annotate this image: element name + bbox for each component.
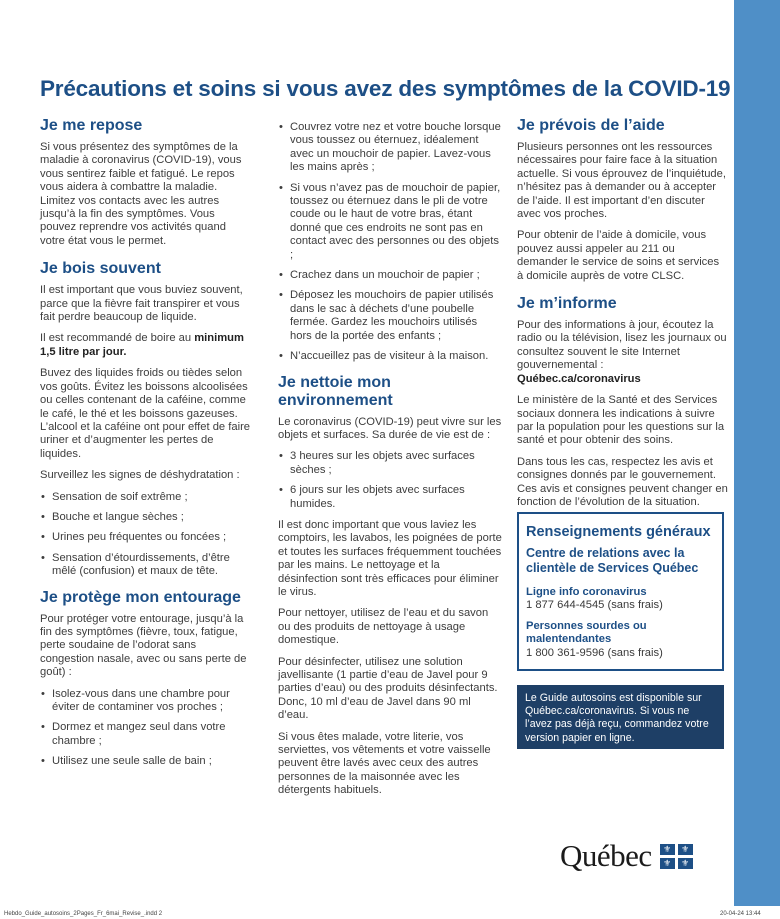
page-title: Précautions et soins si vous avez des symptômes de la COVID-19 xyxy=(40,76,731,101)
paragraph-repose: Si vous présentez des symptômes de la maladie à coronavirus (COVID-19), vous vous sentirez faible et fatigué. Le repos vous aidera à combattre la maladie. Limitez vos contacts avec les autres jusqu’à la fin des symptômes. Vous pouvez reprendre vos activités quand votre état vous le permet. xyxy=(40,141,242,247)
coronavirus-link[interactable]: Québec.ca/coronavirus xyxy=(517,372,641,385)
list-item: • Déposez les mouchoirs de papier utilisés dans le sac à déchets d’une poubelle fermée. Gardez les mouchoirs utilisés hors de la portée des enfants ; xyxy=(278,289,502,343)
heading-repose: Je me repose xyxy=(40,117,143,134)
paragraph-nettoie-1: Le coronavirus (COVID-19) peut vivre sur les objets et surfaces. Sa durée de vie est de : xyxy=(278,415,502,441)
list-item: • Bouche et langue sèches ; xyxy=(40,511,252,524)
heading-aide: Je prévois de l’aide xyxy=(517,117,665,134)
paragraph-nettoie-3: Pour nettoyer, utilisez de l’eau et du savon ou des produits de nettoyage à usage domestique. xyxy=(278,607,489,647)
general-info-box xyxy=(517,512,724,671)
bois-2-bold: minimum 1,5 litre par jour. xyxy=(40,332,244,358)
list-item: • Couvrez votre nez et votre bouche lorsque vous toussez ou éternuez, idéalement avec un mouchoir de papier. Lavez-vous les mains après ; xyxy=(278,121,502,175)
paragraph-informe-2: Le ministère de la Santé et des Services sociaux donnera les indications à suivre par la population pour les questions sur la santé et pour obtenir des soins. xyxy=(517,394,725,447)
fleur-de-lis-icon: ⚜ xyxy=(660,858,675,869)
fleur-de-lis-icon: ⚜ xyxy=(660,844,675,855)
protege-list-continued xyxy=(278,121,502,364)
paragraph-informe-1 xyxy=(517,319,728,386)
duree-list xyxy=(278,450,502,511)
infobox-label-coronavirus-line: Ligne info coronavirus xyxy=(526,586,647,598)
list-item: • Sensation de soif extrême ; xyxy=(40,491,252,504)
fleur-de-lis-icon: ⚜ xyxy=(678,858,693,869)
paragraph-nettoie-5: Si vous êtes malade, votre literie, vos serviettes, vos vêtements et votre vaisselle peuvent être lavés avec ceux des autres personnes de la maisonnée avec les détergents habituels. xyxy=(278,730,491,797)
paragraph-aide-2: Pour obtenir de l’aide à domicile, vous pouvez aussi appeler au 211 ou demander le service de soins et services à domicile auprès de votre CLSC. xyxy=(517,229,720,282)
heading-protege: Je protège mon entourage xyxy=(40,588,241,606)
list-item: • Urines peu fréquentes ou foncées ; xyxy=(40,531,252,544)
column-left xyxy=(40,117,252,777)
list-item: • Sensation d’étourdissements, d’être mêlé (confusion) et maux de tête. xyxy=(40,552,252,579)
fleur-de-lis-icon: ⚜ xyxy=(678,844,693,855)
list-item: • 6 jours sur les objets avec surfaces humides. xyxy=(278,484,502,511)
bois-2-text: Il est recommandé de boire au xyxy=(40,332,195,345)
quebec-logo-text: Québec xyxy=(560,838,652,873)
guide-notice-box: Le Guide autosoins est disponible sur Québec.ca/coronavirus. Si vous ne l’avez pas déjà reçu, commandez votre version papier en ligne. xyxy=(517,685,724,749)
blue-side-band xyxy=(734,0,780,906)
quebec-logo xyxy=(560,838,693,874)
list-item: • N’accueillez pas de visiteur à la maison. xyxy=(278,350,502,363)
paragraph-bois-2 xyxy=(40,332,252,359)
paragraph-nettoie-4: Pour désinfecter, utilisez une solution javellisante (1 partie d’eau de Javel pour 9 parties d’eau) ou des produits désinfectants. Donc, 10 ml d’eau de Javel dans 90 ml d’eau. xyxy=(278,655,498,722)
heading-bois: Je bois souvent xyxy=(40,260,161,278)
infobox-label-deaf-line: Personnes sourdes ou malentendantes xyxy=(526,619,647,646)
heading-nettoie: Je nettoie mon environnement xyxy=(278,373,393,409)
paragraph-bois-3: Buvez des liquides froids ou tièdes selon vos goûts. Évitez les boissons alcoolisées ou celles contenant de la caféine, comme le café, le thé et les boissons gazeuses. L’alcool et la caféine ont pour effet de faire uriner et d’augmenter les pertes de liquides. xyxy=(40,367,251,460)
list-item: • Isolez-vous dans une chambre pour éviter de contaminer vos proches ; xyxy=(40,688,252,715)
paragraph-bois-4: Surveillez les signes de déshydratation : xyxy=(40,469,240,482)
column-middle xyxy=(278,121,502,806)
paragraph-aide-1: Plusieurs personnes ont les ressources nécessaires pour faire face à la situation actuelle. Si vous éprouvez de l’inquiétude, n’hésitez pas à demander ou à accepter de l’aide. Il est important d’en discuter avec vos proches. xyxy=(517,141,726,221)
paragraph-nettoie-2: Il est donc important que vous laviez les comptoirs, les lavabos, les poignées de porte et toutes les surfaces fréquemment touchées par les mains. Le nettoyage et la désinfection sont très efficaces pour éliminer le virus. xyxy=(278,518,502,598)
infobox-subtitle: Centre de relations avec la clientèle de Services Québec xyxy=(526,546,699,575)
paragraph-protege: Pour protéger votre entourage, jusqu’à la fin des symptômes (fièvre, toux, fatigue, perte soudaine de l’odorat sans congestion nasale, avec ou sans perte de goût) : xyxy=(40,612,247,679)
deshydratation-list xyxy=(40,491,252,579)
paragraph-informe-3: Dans tous les cas, respectez les avis et consignes donnés par le gouvernement. Ces avis et consignes peuvent changer en fonction de l’évolution de la situation. xyxy=(517,455,728,508)
list-item: • Utilisez une seule salle de bain ; xyxy=(40,755,252,768)
print-slug xyxy=(0,906,780,919)
slug-timestamp: 20-04-24 13:44 xyxy=(720,911,761,917)
list-item: • Si vous n’avez pas de mouchoir de papier, toussez ou éternuez dans le pli de votre coude ou le haut de votre bras, étant donné que ces endroits ne sont pas en contact avec des personnes ou des objets ; xyxy=(278,182,502,262)
column-right xyxy=(517,117,728,517)
list-item: • Crachez dans un mouchoir de papier ; xyxy=(278,269,502,282)
infobox-phone-coronavirus: 1 877 644-4545 (sans frais) xyxy=(526,599,663,612)
list-item: • 3 heures sur les objets avec surfaces sèches ; xyxy=(278,450,502,477)
infobox-phone-deaf: 1 800 361-9596 (sans frais) xyxy=(526,646,663,659)
heading-informe: Je m’informe xyxy=(517,295,617,313)
infobox-title: Renseignements généraux xyxy=(526,524,711,540)
slug-filename: Hebdo_Guide_autosoins_2Pages_Fr_6mai_Revise_.indd 2 xyxy=(4,911,163,917)
paragraph-bois-1: Il est important que vous buviez souvent, parce que la fièvre fait transpirer et vous fait perdre beaucoup de liquide. xyxy=(40,284,243,324)
protege-list xyxy=(40,688,252,769)
list-item: • Dormez et mangez seul dans votre chambre ; xyxy=(40,721,252,748)
fleur-de-lis-flag-icon xyxy=(660,844,693,869)
informe-1-text: Pour des informations à jour, écoutez la radio ou la télévision, lisez les journaux ou consultez souvent le site Internet gouvernemental : xyxy=(517,319,727,372)
